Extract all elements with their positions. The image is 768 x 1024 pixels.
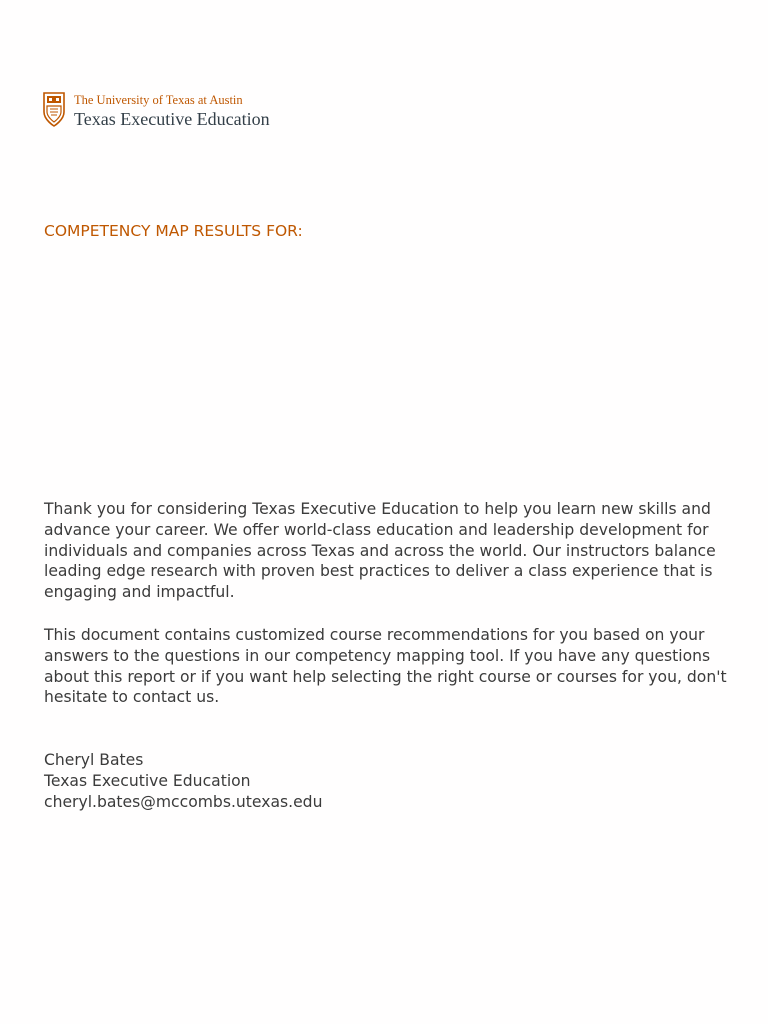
ut-logo: [43, 92, 270, 128]
report-heading: COMPETENCY MAP RESULTS FOR:: [44, 222, 303, 240]
signature-block: [44, 750, 322, 813]
ut-shield-icon: [43, 92, 65, 128]
university-name: The University of Texas at Austin: [74, 93, 243, 107]
signature-organization: Texas Executive Education: [44, 772, 251, 790]
program-name: Texas Executive Education: [74, 108, 270, 129]
signature-email[interactable]: cheryl.bates@mccombs.utexas.edu: [44, 793, 323, 811]
intro-paragraph: Thank you for considering Texas Executive Education to help you learn new skills and advance your career. We offer world-class education and leadership development for individuals and companies across Texas and across the world. Our instructors balance leading edge research with proven best practices to deliver a class experience that is engaging and impactful.: [44, 500, 716, 602]
signature-name: Cheryl Bates: [44, 751, 144, 769]
document-description-paragraph: This document contains customized course recommendations for you based on your answers to the questions in our competency mapping tool. If you have any questions about this report or if you want help selecting the right course or courses for you, don't hesitate to contact us.: [44, 626, 727, 707]
